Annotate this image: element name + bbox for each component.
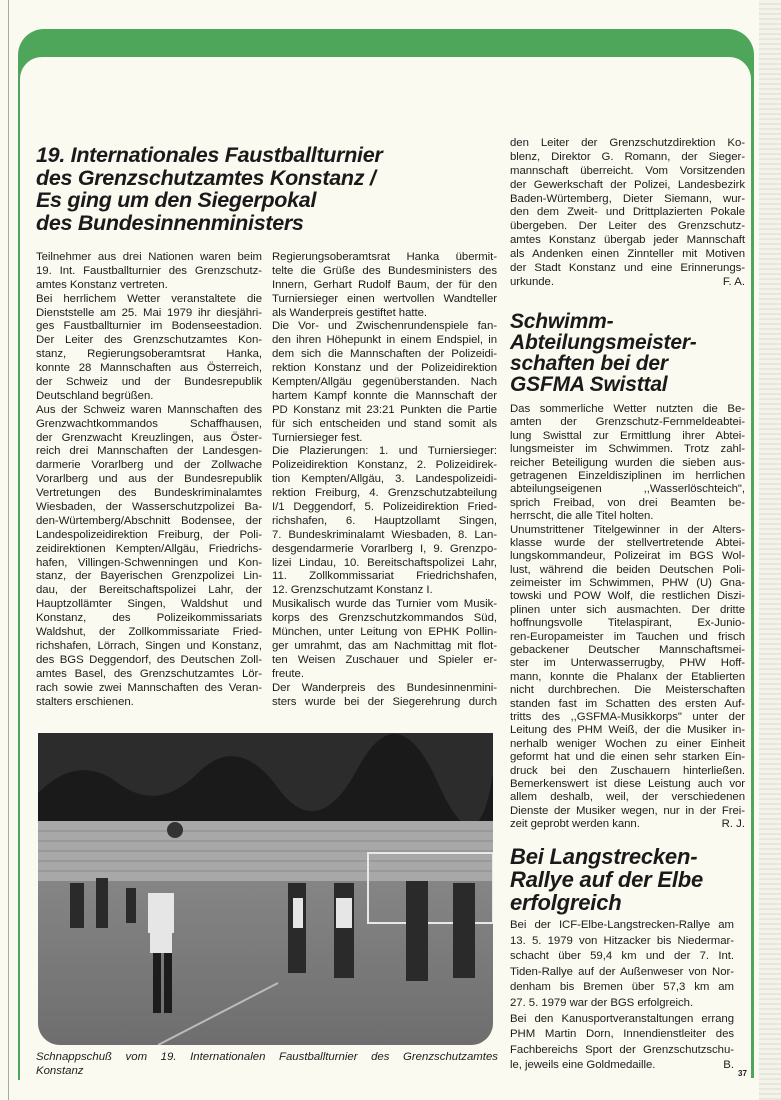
text-line: lungskommandeur, Polizeirat im BGS Wol- [510, 550, 745, 563]
text-line: ren-Europameister im Tauchen und frisch [510, 630, 745, 643]
text-line: richshafen, Lörrach, Singen und Konstanz, [36, 639, 262, 652]
photo-image [38, 733, 493, 1045]
author-signature: R. J. [721, 818, 745, 831]
text-line: der Grenzwacht Kreuzlingen, aus Öster- [36, 431, 262, 444]
text-line: des BGS Deggendorf, des Deutschen Zoll- [36, 653, 262, 666]
headline-line: schaften bei der [510, 352, 668, 375]
text-line: ges Faustballturnier im Bodenseestadion. [36, 320, 262, 333]
text-line: Wiesbaden, der Wasserschutzpolizei Ba- [36, 501, 262, 514]
green-frame-right [751, 70, 754, 1078]
text-line: reicher Beteiligung wurden die sieben aus- [510, 456, 745, 469]
text-line: PD Konstanz mit 23:21 Punkten die Partie [272, 403, 497, 416]
text-line: Unumstrittener Titelgewinner in der Alters- [510, 523, 745, 536]
text-line: nerhalb weniger Wochen zu einer Einheit [510, 737, 745, 750]
text-line: Teilnehmer aus drei Nationen waren beim [36, 251, 262, 263]
text-line: amtes Konstanz vertreten. [36, 278, 168, 291]
text-line: 7. Bundeskriminalamt Wiesbaden, 8. Lan- [272, 528, 497, 541]
text-line: ster im Unterwasserrugby, PHW Hoff- [510, 657, 745, 670]
text-line: gebackener Deutscher Mannschaftsmei- [510, 644, 745, 657]
text-line: Turniersieger einen wertvollen Wandteller [272, 292, 497, 305]
text-line: Landespolizeidirektion Freiburg, der Poli- [36, 528, 262, 541]
text-line: standen fast im Schatten des ersten Auf- [510, 697, 745, 710]
headline-line: des Bundesinnenministers [36, 210, 304, 235]
text-line: München, unter Leitung von EPHK Pollin- [272, 626, 497, 639]
text-line: 13. 5. 1979 von Hitzacker bis Niedermar- [510, 934, 734, 947]
text-line: Aus der Schweiz waren Mannschaften des [36, 403, 262, 416]
text-line: sprich Freibad, von drei Beamten be- [510, 496, 745, 509]
text-line: Der Wanderpreis des Bundesinnenmini- [272, 681, 497, 694]
text-line: stalters erschienen. [36, 695, 134, 708]
article1-column-2 [272, 251, 497, 709]
text-line: druck bei den Zuschauern hinterließen. [510, 764, 745, 777]
text-line: ger umrahmt, das am Nachmittag mit flot- [272, 639, 497, 652]
text-line: Dienste der Musiker wegen, nur in der Frei- [510, 804, 745, 817]
text-line: darmerie Vorarlberg und der Zollwache [36, 459, 262, 472]
text-line: Turniersieger fest. [272, 431, 363, 444]
text-line: I/1 Deggendorf, 5. Polizeidirektion Fried- [272, 501, 497, 514]
text-line: zeidirektionen Kempten/Allgäu, Friedrichs- [36, 542, 262, 555]
article3-text [510, 918, 734, 1074]
text-line: zeimeister im Schwimmen, PHW (U) Gna- [510, 577, 745, 590]
text-line: tion Kempten/Allgäu, 3. Landespolizeidi- [272, 473, 497, 486]
text-line: den-Würtemberg/Abschnitt Bodensee, der [36, 514, 262, 527]
text-line: den ihren Höhepunkt in einem Endspiel, in [272, 334, 497, 347]
text-line: amtes Konstanz übergab jeder Mannschaft [510, 234, 745, 247]
column-3-text [510, 137, 745, 290]
text-line: Polizeidirektion Konstanz, 2. Polizeidirek- [272, 459, 497, 472]
text-line: 27. 5. 1979 war der BGS erfolgreich. [510, 996, 694, 1009]
photo-faustball-match [38, 733, 493, 1045]
text-line: nicht durchbrechen. Die Meisterschaften [510, 684, 745, 697]
text-line: PHM Martin Dorn, Innendienstleiter des [510, 1028, 734, 1041]
text-line: amtes Basel, des Grenzschutzamtes Lör- [36, 667, 262, 680]
text-line: mann, konnte die Phalanx der Etablierten [510, 670, 745, 683]
text-line: 11. Zollkommissariat Friedrichshafen, [272, 570, 497, 583]
text-line: Fachbereichs Sport der Grenzschutzschu- [510, 1043, 734, 1056]
text-line: stanz, Regierungsoberamtsrat Hanka, [36, 348, 262, 361]
frame-inner [20, 57, 751, 117]
text-line: plinen unter sich ausmachten. Der dritte [510, 603, 745, 616]
text-line: Waldshut, der Zollkommissariate Fried- [36, 626, 262, 639]
text-line: Regierungsoberamtsrat Hanka übermit- [272, 251, 497, 263]
text-line: towski und POW Wolf, die restlichen Diszi- [510, 590, 745, 603]
text-line: Hauptzollämter Singen, Waldshut und [36, 598, 262, 611]
text-line: dem sich die Mannschaften der Polizeidi- [272, 348, 497, 361]
text-line: Deutschland begrüßen. [36, 389, 154, 402]
text-line: den dem Zweit- und Drittplazierten Pokale [510, 206, 745, 219]
text-line: konnte 28 Mannschaften aus Österreich, [36, 362, 262, 375]
headline-line: Bei Langstrecken- [510, 844, 698, 869]
headline-line: 19. Internationales Faustballturnier [36, 143, 383, 167]
text-line: le, jeweils eine Goldmedaille. [510, 1059, 656, 1072]
text-line: ten Weisen Zuschauer und Spieler er- [272, 653, 497, 666]
text-line: Kempten/Allgäu gegenüberstanden. Nach [272, 376, 497, 389]
text-line: Bei der ICF-Elbe-Langstrecken-Rallye am [510, 919, 734, 931]
article1-column-1 [36, 251, 262, 709]
text-line: übergeben. Der Leiter des Grenzschutz- [510, 220, 745, 233]
text-line: telte die Grüße des Bundesministers des [272, 264, 497, 277]
text-line: Die Vor- und Zwischenrundenspiele fan- [272, 320, 497, 333]
text-line: als Andenken einen Zinnteller mit Motiven [510, 248, 745, 261]
author-signature: F. A. [722, 275, 745, 288]
text-line: Musikalisch wurde das Turnier vom Musik- [272, 598, 497, 611]
headline-line: Schwimm- [510, 310, 614, 333]
text-line: Bemerkenswert ist diese Leistung auch vor [510, 777, 745, 790]
text-line: Grenzwachtkommandos Schaffhausen, [36, 417, 262, 430]
text-line: urkunde. [510, 275, 554, 288]
text-line: Der Leiter des Grenzschutzamtes Kon- [36, 334, 262, 347]
text-line: rach sowie zwei Mannschaften des Veran- [36, 681, 262, 694]
text-line: 19. Int. Faustballturnier des Grenzschutz- [36, 264, 262, 277]
text-line: Vorarlberg und aus der Bundesrepublik [36, 473, 262, 486]
article1-headline [36, 144, 382, 234]
text-line: schacht über 59,4 km und der 7. Int. [510, 950, 734, 963]
text-line: den Leiter der Grenzschutzdirektion Ko- [510, 137, 745, 149]
text-line: reich drei Mannschaften der Landesgen- [36, 445, 262, 458]
text-line: Die Plazierungen: 1. und Turniersieger: [272, 445, 497, 458]
text-line: allem deshalb, weil, der verschiedenen [510, 791, 745, 804]
text-line: lungsmeister im Schwimmen. Trotz zahl- [510, 443, 745, 456]
article2-body [510, 403, 745, 832]
text-line: getragenen Einzeldisziplinen im herrlichen [510, 469, 745, 482]
text-line: klasse wurde der stellvertretende Abtei- [510, 536, 745, 549]
text-line: Konstanz, des Polizeikommissariats [36, 612, 262, 625]
text-line: blenz, Direktor G. Romann, der Sieger- [510, 150, 745, 163]
text-line: richshafen, 6. Hauptzollamt Singen, [272, 514, 497, 527]
text-line: tritts des ,,GSFMA-Musikkorps" unter der [510, 710, 745, 723]
text-line: für sich entscheiden und stand somit als [272, 417, 497, 430]
headline-line: Es ging um den Siegerpokal [36, 188, 317, 212]
text-line: der Stadt Konstanz und eine Erinnerungs- [510, 262, 745, 275]
text-line: rektion Freiburg, 4. Grenzschutzabteilung [272, 487, 497, 500]
text-line: abteilungseigenen ,,Wasserlöschteich", [510, 483, 745, 496]
headline-line: des Grenzschutzamtes Konstanz / [36, 165, 376, 190]
page-number: 37 [738, 1069, 747, 1078]
text-line: lizei Lindau, 10. Bereitschaftspolizei Lahr, [272, 556, 497, 569]
article3-body [510, 918, 734, 1074]
text-line: dau, der Bereitschaftspolizei Lahr, der [36, 584, 262, 597]
caption-line: Schnappschuß vom 19. Internationalen Faustballturnier des Grenzschutzamtes [36, 1051, 498, 1063]
text-line: lust, während die beiden Deutschen Poli- [510, 563, 745, 576]
text-line: Bei den Kanusportveranstaltungen errang [510, 1012, 734, 1025]
text-line: mannschaft überreicht. Vom Vorsitzenden [510, 164, 745, 177]
text-line: hoffnungsvolle Titelaspirant, Ex-Junio- [510, 617, 745, 630]
text-line: desgendarmerie Vorarlberg I, 9. Grenzpo- [272, 542, 497, 555]
article1-column-3 [510, 137, 745, 290]
text-line: freute. [272, 667, 304, 680]
text-line: lung Swisttal zur Ermittlung ihrer Abtei- [510, 429, 745, 442]
caption-line: Konstanz [36, 1065, 84, 1077]
article2-headline [510, 311, 697, 395]
headline-line: Rallye auf der Elbe [510, 867, 704, 892]
text-line: Dienststelle am 25. Mai 1979 ihr diesjähri- [36, 306, 262, 319]
text-line: geformt hat und die einen sehr starken Ein- [510, 751, 745, 764]
text-line: denham bis Bremen über 57,3 km am [510, 981, 734, 994]
text-line: Innern, Gerhart Rudolf Baum, der für den [272, 278, 497, 291]
text-line: herrscht, die alle Titel holten. [510, 510, 654, 523]
text-line: der Schweiz und der Bundesrepublik [36, 376, 262, 389]
headline-line: Abteilungsmeister- [510, 331, 697, 354]
article2-text [510, 403, 745, 832]
scan-edge-texture [759, 0, 781, 1100]
text-line: Das sommerliche Wetter nutzten die Be- [510, 403, 745, 415]
text-line: hartem Kampf konnte die Mannschaft der [272, 389, 497, 402]
author-signature: B. [723, 1059, 734, 1072]
article3-headline [510, 845, 703, 914]
text-line: als Wanderpreis gestiftet hatte. [272, 306, 427, 319]
text-line: amten der Grenzschutz-Fernmeldeabtei- [510, 416, 745, 429]
headline-line: GSFMA Swisttal [510, 373, 668, 396]
text-line: korps des Grenzschutzkommandos Süd, [272, 612, 497, 625]
text-line: Vertretungen des Bundeskriminalamtes [36, 487, 262, 500]
text-line: Bei herrlichem Wetter veranstaltete die [36, 292, 262, 305]
text-line: sters wurde bei der Siegerehrung durch [272, 695, 497, 708]
text-line: der Gewerkschaft der Polizei, Landesbezirk [510, 178, 745, 191]
text-line: Baden-Würtemberg, Dieter Siemann, wur- [510, 192, 745, 205]
text-line: Leitung des PHM Weiß, der die Musiker in- [510, 724, 745, 737]
text-line: 12. Grenzschutzamt Konstanz I. [272, 584, 433, 597]
headline-line: erfolgreich [510, 890, 622, 915]
text-line: hafen, Villingen-Schwenningen und Kon- [36, 556, 262, 569]
photo-caption [36, 1050, 498, 1078]
text-line: rektion Konstanz und der Polizeidirektion [272, 362, 497, 375]
scan-edge [8, 0, 9, 1100]
text-line: Tiden-Rallye auf der Außenweser von Nor- [510, 965, 734, 978]
text-line: zeit geprobt werden kann. [510, 818, 640, 831]
text-line: stanz, der Bayerischen Grenzpolizei Lin- [36, 570, 262, 583]
green-frame-left [18, 70, 20, 1080]
